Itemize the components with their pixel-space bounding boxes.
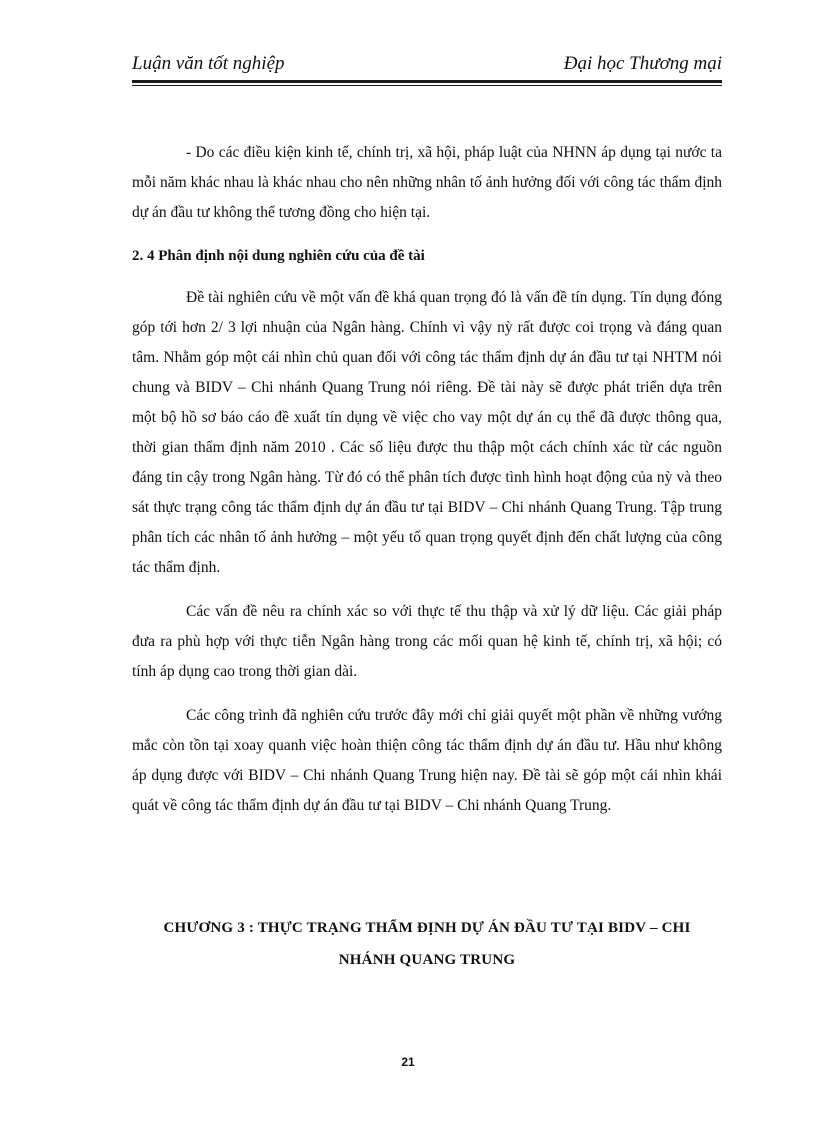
chapter-title-line-1: CHƯƠNG 3 : THỰC TRẠNG THẨM ĐỊNH DỰ ÁN ĐẦU TƯ TẠI BIDV – CHI bbox=[163, 920, 691, 936]
page-number: 21 bbox=[401, 1055, 415, 1069]
body-content bbox=[132, 138, 722, 821]
chapter-title-line-2: NHÁNH QUANG TRUNG bbox=[338, 952, 516, 968]
header-university-label: Đại học Thương mại bbox=[563, 53, 722, 74]
paragraph-previous-works: Các công trình đã nghiên cứu trước đây mới chỉ giải quyết một phần về những vướng mắc còn tồn tại xoay quanh việc hoàn thiện công tác thẩm định dự án đầu tư. Hầu như không áp dụng được với BIDV – Chi nhánh Quang Trung hiện nay. Đề tài sẽ góp một cái nhìn khái quát về công tác thẩm định dự án đầu tư tại BIDV – Chi nhánh Quang Trung. bbox=[132, 707, 722, 814]
header-divider-thin bbox=[132, 85, 722, 86]
chapter-3-title bbox=[132, 912, 722, 976]
paragraph-conditions: - Do các điều kiện kinh tế, chính trị, xã hội, pháp luật của NHNN áp dụng tại nước ta mỗi năm khác nhau là khác nhau cho nên những nhân tố ảnh hưởng đối với công tác thẩm định dự án đầu tư không thể tương đồng cho hiện tại. bbox=[132, 144, 722, 221]
header-divider-thick bbox=[132, 80, 722, 83]
section-heading-2-4: 2. 4 Phân định nội dung nghiên cứu của đề tài bbox=[132, 248, 425, 264]
paragraph-issues-raised: Các vấn đề nêu ra chính xác so với thực tế thu thập và xử lý dữ liệu. Các giải pháp đưa ra phù hợp với thực tiễn Ngân hàng trong các mối quan hệ kinh tế, chính trị, xã hội; có tính áp dụng cao trong thời gian dài. bbox=[132, 603, 722, 680]
paragraph-research-scope: Đề tài nghiên cứu về một vấn đề khá quan trọng đó là vấn đề tín dụng. Tín dụng đóng góp tới hơn 2/ 3 lợi nhuận của Ngân hàng. Chính vì vậy nỳ rất được coi trọng và đáng quan tâm. Nhằm góp một cái nhìn chủ quan đối với công tác thẩm định dự án đầu tư tại NHTM nói chung và BIDV – Chi nhánh Quang Trung nói riêng. Đề tài này sẽ được phát triển dựa trên một bộ hồ sơ báo cáo đề xuất tín dụng về việc cho vay một dự án cụ thể đã được thông qua, thời gian thẩm định năm 2010 . Các số liệu được thu thập một cách chính xác từ các nguồn đáng tin cậy trong Ngân hàng. Từ đó có thể phân tích được tình hình hoạt động của nỳ và theo sát thực trạng công tác thẩm định dự án đầu tư tại BIDV – Chi nhánh Quang Trung. Tập trung phân tích các nhân tố ảnh hưởng – một yếu tố quan trọng quyết định đến chất lượng của công tác thẩm định. bbox=[132, 289, 722, 576]
page-header bbox=[132, 50, 722, 78]
header-thesis-label: Luận văn tốt nghiệp bbox=[132, 53, 285, 74]
